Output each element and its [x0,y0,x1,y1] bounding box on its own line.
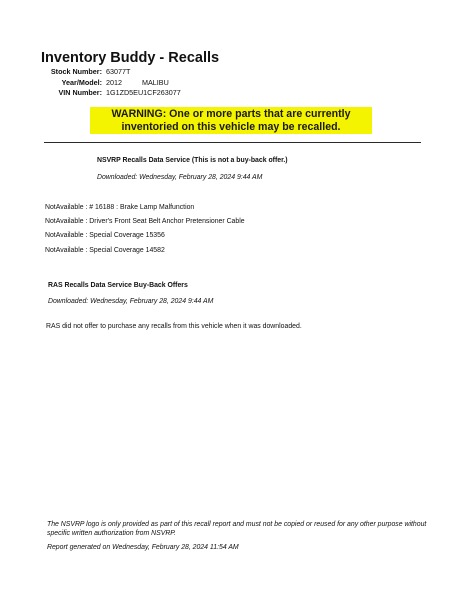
page-title: Inventory Buddy - Recalls [41,50,220,66]
stock-number-value: 63077T [106,67,131,76]
warning-line-2: inventoried on this vehicle may be recalled. [121,121,341,133]
ras-downloaded-date: Downloaded: Wednesday, February 28, 2024 9:44 AM [48,298,214,305]
warning-line-1: WARNING: One or more parts that are currently [111,108,351,120]
vehicle-info [46,67,181,99]
recall-item: NotAvailable : # 16188 : Brake Lamp Malfunction [45,204,195,211]
year-model-row [46,78,181,89]
stock-number-label: Stock Number: [50,67,102,76]
nsvrp-recall-list [45,201,245,258]
recall-item: NotAvailable : Driver's Front Seat Belt Anchor Pretensioner Cable [45,218,245,226]
report-generated-timestamp: Report generated on Wednesday, February 28, 2024 11:54 AM [47,544,239,551]
ras-section-heading: RAS Recalls Data Service Buy-Back Offers [48,282,188,289]
header-divider [44,142,421,143]
vehicle-year: 2012 [106,77,122,87]
vin-number-row [46,88,181,99]
recall-item: NotAvailable : Special Coverage 14582 [45,246,165,254]
recall-warning-banner [90,107,372,134]
nsvrp-section-heading: NSVRP Recalls Data Service (This is not a buy-back offer.) [97,157,288,164]
nsvrp-downloaded-date: Downloaded: Wednesday, February 28, 2024 9:44 AM [97,174,263,181]
vin-number-value: 1G1ZD5EU1CF263077 [106,88,181,97]
nsvrp-logo-disclaimer: The NSVRP logo is only provided as part of this recall report and must not be copied or reused for any other purpose without specific written authorization from NSVRP. [47,521,427,538]
stock-number-row [46,67,181,78]
year-model-label: Year/Model: [61,77,102,87]
recall-item: NotAvailable : Special Coverage 15356 [45,232,165,240]
ras-status-message: RAS did not offer to purchase any recalls from this vehicle when it was downloaded. [46,323,302,330]
vin-number-label: VIN Number: [58,88,102,97]
vehicle-model: MALIBU [142,77,169,87]
